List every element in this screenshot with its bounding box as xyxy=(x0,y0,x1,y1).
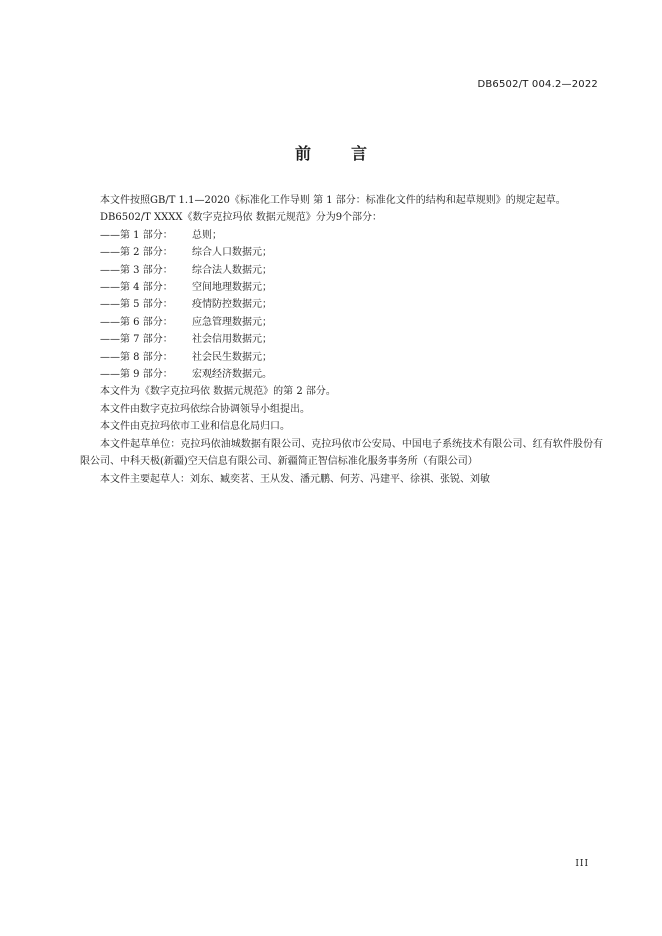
part-label: ——第 6 部分： xyxy=(100,316,173,328)
part-name: 疫情防控数据元； xyxy=(192,299,272,311)
parts-list xyxy=(80,227,603,384)
list-item xyxy=(80,262,603,279)
part-label: ——第 5 部分： xyxy=(100,299,173,311)
list-item xyxy=(80,331,603,348)
proposer-statement: 本文件由数字克拉玛依综合协调领导小组提出。 xyxy=(100,403,310,415)
drafting-basis-paragraph: 本文件按照GB/T 1.1—2020《标准化工作导则 第 1 部分：标准化文件的结构和起草规则》的规定起草。 xyxy=(100,195,566,206)
part-label: ——第 8 部分： xyxy=(100,351,173,363)
drafters-statement: 本文件主要起草人：刘东、臧奕茗、王从发、潘元鹏、何芳、冯建平、徐祺、张锐、刘敏 xyxy=(100,473,490,485)
list-item xyxy=(80,279,603,296)
drafting-units-statement: 本文件起草单位：克拉玛依油城数据有限公司、克拉玛依市公安局、中国电子系统技术有限公司、红有软件股份有限公司、中科天极(新疆)空天信息有限公司、新疆简正智信标准化服务事务所（有限公司） xyxy=(80,438,603,468)
part-label: ——第 7 部分： xyxy=(100,334,173,346)
title-char-2: 言 xyxy=(351,144,368,163)
part-statement: 本文件为《数字克拉玛依 数据元规范》的第 2 部分。 xyxy=(100,386,336,398)
parts-intro-paragraph: DB6502/T XXXX《数字克拉玛依 数据元规范》分为9个部分： xyxy=(100,212,383,224)
part-name: 社会民生数据元； xyxy=(192,351,272,363)
administrator-statement: 本文件由克拉玛依市工业和信息化局归口。 xyxy=(100,421,290,433)
part-label: ——第 3 部分： xyxy=(100,264,173,276)
list-item xyxy=(80,349,603,366)
list-item xyxy=(80,244,603,261)
part-name: 应急管理数据元； xyxy=(192,316,272,328)
part-name: 综合法人数据元； xyxy=(192,264,272,276)
document-code: DB6502/T 004.2—2022 xyxy=(477,79,598,90)
document-body xyxy=(80,192,603,488)
part-name: 空间地理数据元； xyxy=(192,282,272,294)
part-label: ——第 2 部分： xyxy=(100,247,173,259)
title-char-1: 前 xyxy=(294,144,311,163)
part-name: 社会信用数据元； xyxy=(192,334,272,346)
page-number: III xyxy=(575,859,589,869)
part-name: 总则； xyxy=(192,229,222,241)
part-label: ——第 1 部分： xyxy=(100,229,173,241)
list-item xyxy=(80,296,603,313)
page-title xyxy=(0,141,662,164)
part-name: 综合人口数据元； xyxy=(192,247,272,259)
list-item xyxy=(80,227,603,244)
part-name: 宏观经济数据元。 xyxy=(192,369,272,381)
list-item xyxy=(80,314,603,331)
part-label: ——第 4 部分： xyxy=(100,282,173,294)
part-label: ——第 9 部分： xyxy=(100,369,173,381)
list-item xyxy=(80,366,603,383)
